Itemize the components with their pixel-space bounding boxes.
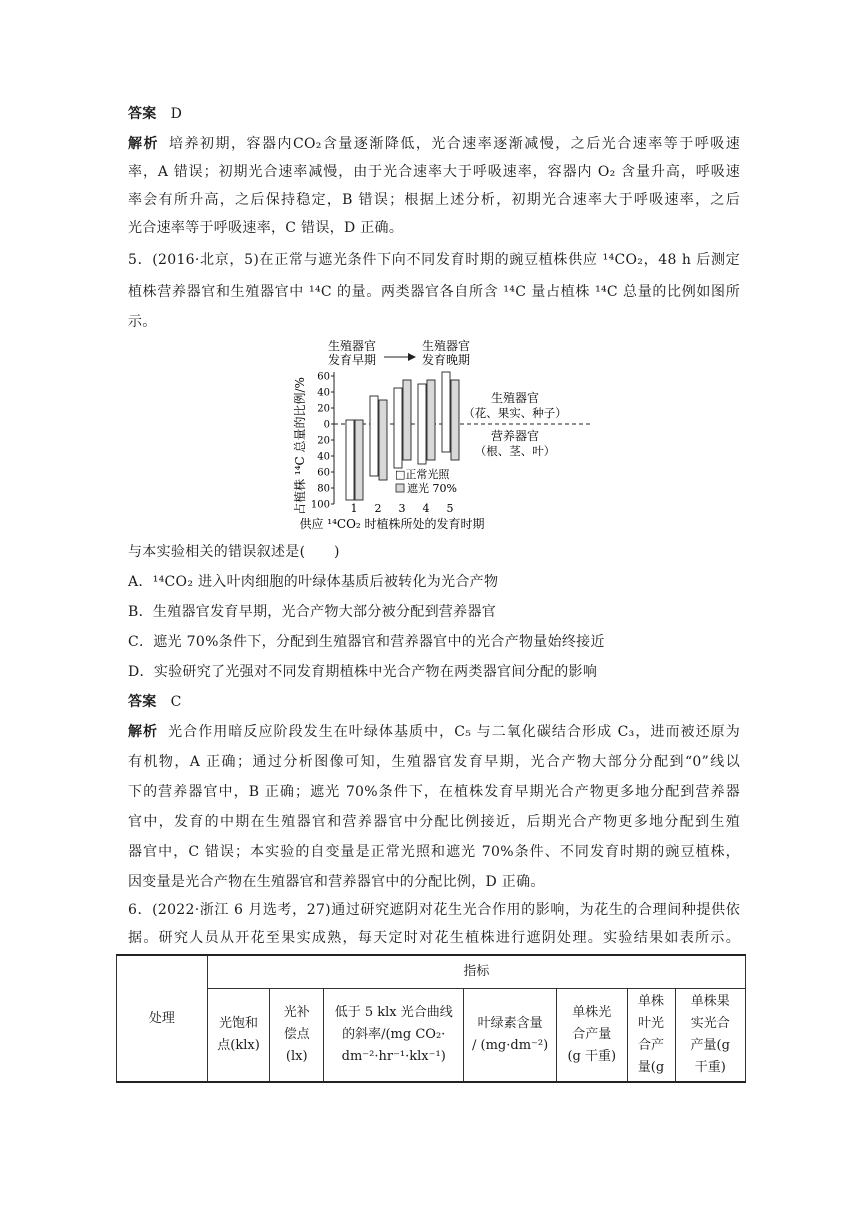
x-tick-label: 2: [374, 502, 382, 515]
bar-shade-70: [355, 420, 363, 500]
bar-shade-70: [379, 400, 387, 480]
option-a: A．¹⁴CO₂ 进入叶肉细胞的叶绿体基质后被转化为光合产物: [128, 574, 499, 590]
stage-late-line2: 发育晚期: [421, 353, 471, 367]
vegetative-organ-examples: （根、茎、叶）: [474, 444, 556, 458]
answer-label: 答案: [128, 694, 157, 710]
explanation-line: 官中，发育的中期在生殖器官和营养器官中分配比例接近，后期光合产物更多地分配到生殖: [128, 814, 740, 830]
bar-shade-70: [451, 380, 459, 460]
col-leaf-yield: 单株 叶光 合产 量(g: [627, 989, 675, 1083]
option-d: D．实验研究了光强对不同发育期植株中光合产物在两类器官间分配的影响: [128, 664, 598, 680]
question-line: 6．(2022·浙江 6 月选考，27)通过研究遮阴对花生光合作用的影响，为花生的合理间种提供依: [128, 902, 740, 918]
col-slope: 低于 5 klx 光合曲线 的斜率/(mg CO₂· dm⁻²·hr⁻¹·klx⁻¹): [324, 989, 464, 1083]
results-table: [116, 954, 746, 1083]
explanation-line: [128, 134, 740, 154]
bar-normal-light: [442, 372, 450, 452]
stage-early-line2: 发育早期: [327, 353, 377, 367]
table-header-row: [117, 955, 746, 989]
x-tick-label: 5: [446, 502, 454, 515]
bar-normal-light: [418, 384, 426, 464]
y-tick-label: 100: [310, 499, 330, 511]
vegetative-organ-label: 营养器官: [490, 429, 540, 443]
y-tick-label: 60: [317, 371, 330, 383]
y-tick-label: 40: [317, 451, 330, 463]
stage-arrow-head: [408, 353, 416, 361]
indicator-header: 指标: [207, 955, 745, 989]
legend-normal: □正常光照: [395, 468, 450, 481]
answer-value: D: [170, 106, 183, 122]
bar-normal-light: [346, 420, 354, 500]
explanation-text: 光合作用暗反应阶段发生在叶绿体基质中，C₅ 与二氧化碳结合形成 C₃，进而被还原为: [168, 724, 740, 740]
col-plant-yield: 单株光 合产量 (g 干重): [557, 989, 627, 1083]
answer-value: C: [170, 694, 182, 710]
y-tick-label: 60: [317, 467, 330, 479]
y-tick-label: 20: [317, 435, 330, 447]
col-light-saturation: 光饱和 点(klx): [207, 989, 269, 1083]
explanation-line: 光合速率等于呼吸速率，C 错误，D 正确。: [128, 220, 404, 236]
col-fruit-yield: 单株果 实光合 产量(g 干重): [675, 989, 746, 1083]
table-subheader-row: [117, 989, 746, 1083]
y-tick-label: 0: [323, 419, 330, 431]
explanation-line: 器官中，C 错误；本实验的自变量是正常光照和遮光 70%条件、不同发育时期的豌豆植株，: [128, 844, 740, 860]
col-chlorophyll: 叶绿素含量 / (mg·dm⁻²): [464, 989, 557, 1083]
y-tick-label: 80: [317, 483, 330, 495]
stage-early-line1: 生殖器官: [327, 339, 377, 353]
treatment-header: 处理: [117, 955, 208, 1082]
explanation-line: 率，A 错误；初期光合速率减慢，由于光合速率大于呼吸速率，容器内 O₂ 含量升高，呼吸速: [128, 164, 740, 180]
question-line: 据。研究人员从开花至果实成熟，每天定时对花生植株进行遮阴处理。实验结果如表所示。: [128, 930, 740, 946]
y-axis-label: 占植株 ¹⁴C 总量的比例/%: [293, 377, 307, 515]
answer-line: [128, 104, 740, 124]
explanation-line: [128, 722, 740, 742]
explanation-line: 有机物，A 正确；通过分析图像可知，生殖器官发育早期，光合产物大部分分配到“0”线以: [128, 754, 740, 770]
bar-normal-light: [370, 396, 378, 476]
reproductive-organ-label: 生殖器官: [490, 391, 540, 405]
question-stem: 与本实验相关的错误叙述是( ): [128, 544, 340, 560]
bar-normal-light: [394, 388, 402, 468]
question-line: 植株营养器官和生殖器官中 ¹⁴C 的量。两类器官各自所含 ¹⁴C 量占植株 ¹⁴C 总量的比例如图所: [128, 284, 740, 300]
answer-label: 答案: [128, 106, 157, 122]
x-axis-label: 供应 ¹⁴CO₂ 时植株所处的发育时期: [299, 517, 485, 531]
question-line: 示。: [128, 314, 157, 330]
explanation-text: 培养初期，容器内CO₂含量逐渐降低，光合速率逐渐减慢，之后光合速率等于呼吸速: [169, 136, 740, 152]
explanation-line: 率会有所升高，之后保持稳定，B 错误；根据上述分析，初期光合速率大于呼吸速率，之后: [128, 192, 740, 208]
y-tick-label: 20: [317, 403, 330, 415]
answer-line: [128, 692, 740, 712]
explanation-line: 因变量是光合产物在生殖器官和营养器官中的分配比例，D 正确。: [128, 874, 545, 890]
explanation-label: 解析: [128, 724, 159, 740]
question-line: 5．(2016·北京，5)在正常与遮光条件下向不同发育时期的豌豆植株供应 ¹⁴CO₂，48 h 后测定: [128, 252, 740, 268]
stage-late-line1: 生殖器官: [421, 339, 471, 353]
x-tick-label: 3: [398, 502, 406, 515]
x-tick-label: 4: [422, 502, 430, 515]
option-b: B．生殖器官发育早期，光合产物大部分被分配到营养器官: [128, 604, 497, 620]
y-tick-label: 40: [317, 387, 330, 399]
bar-shade-70: [403, 380, 411, 460]
explanation-label: 解析: [128, 136, 159, 152]
bar-shade-70: [427, 380, 435, 460]
legend-shade: 遮光 70%: [407, 482, 457, 495]
col-light-compensation: 光补 偿点 (lx): [270, 989, 324, 1083]
option-c: C．遮光 70%条件下，分配到生殖器官和营养器官中的光合产物量始终接近: [128, 634, 605, 650]
x-tick-label: 1: [350, 502, 358, 515]
bar-chart-figure: [290, 336, 590, 536]
reproductive-organ-examples: （花、果实、种子）: [463, 406, 567, 420]
legend-shade-swatch: [396, 484, 404, 492]
explanation-line: 下的营养器官中，B 正确；遮光 70%条件下，在植株发育早期光合产物更多地分配到营养器: [128, 784, 740, 800]
